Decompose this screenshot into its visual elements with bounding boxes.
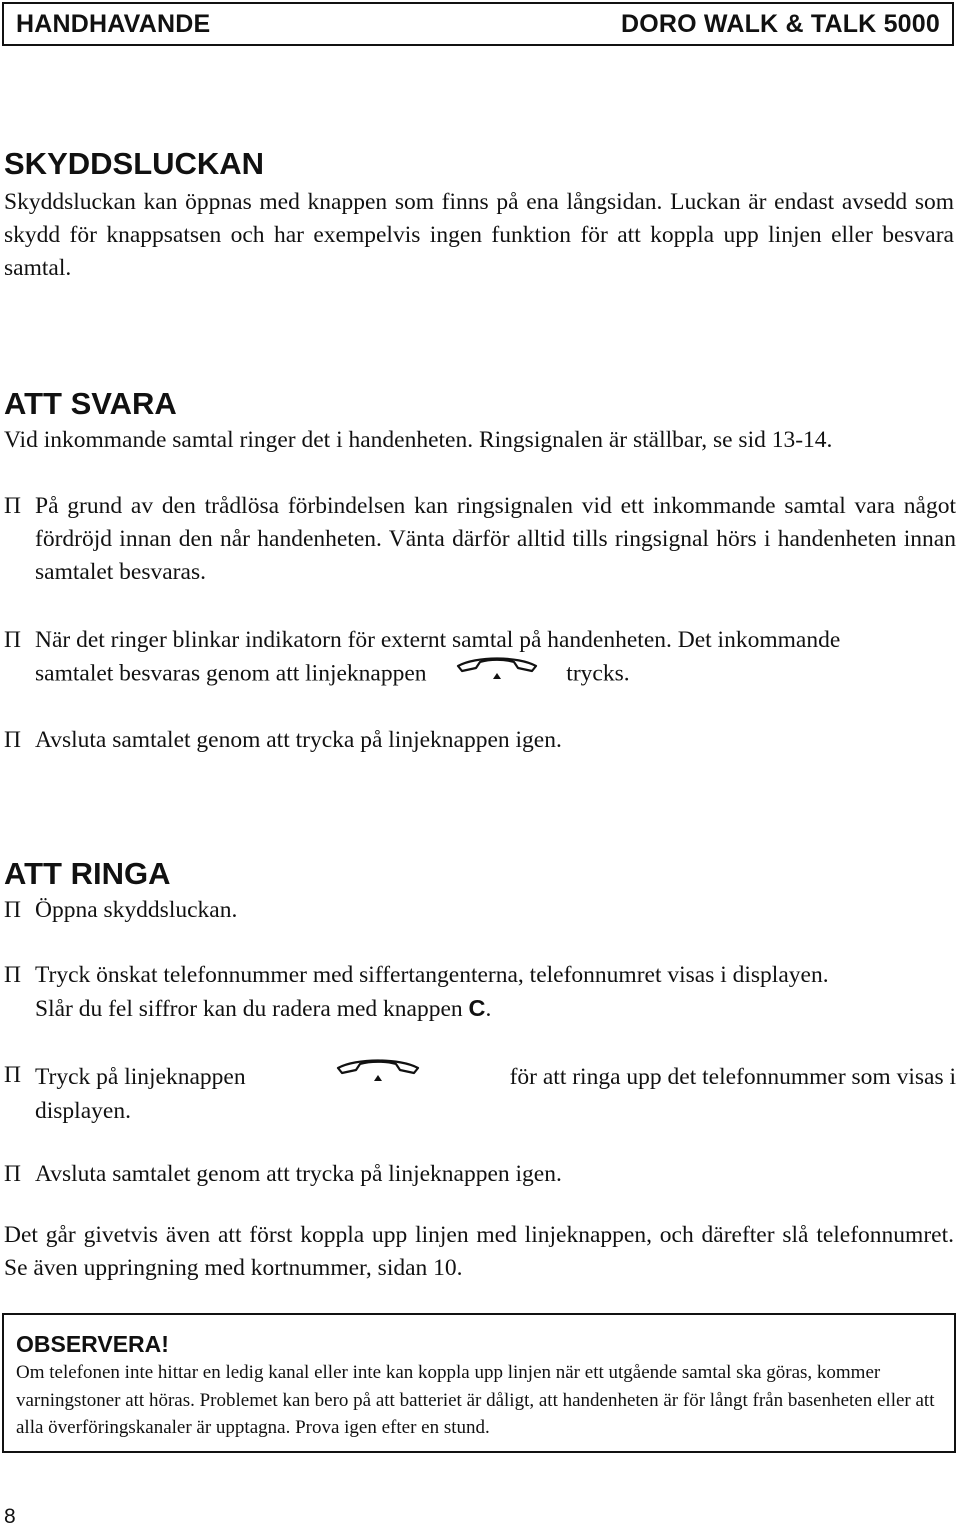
header-section-title: HANDHAVANDE (16, 9, 211, 38)
bullet-mark: Π (4, 1161, 21, 1187)
heading-att-ringa: ATT RINGA (4, 856, 171, 891)
att-ringa-bullet-2 (4, 959, 956, 1026)
bullet-text-line2a: samtalet besvaras genom att linjeknappen (35, 660, 427, 687)
bullet-text-part2: för att ringa upp det telefonnummer som visas i (509, 1063, 956, 1090)
key-c-label: C (468, 995, 486, 1021)
bullet-text: Avsluta samtalet genom att trycka på linjeknappen igen. (35, 727, 562, 753)
att-ringa-bullet-3 (4, 1059, 956, 1128)
bullet-mark: Π (4, 962, 21, 988)
att-svara-bullet-3 (4, 724, 956, 757)
phone-handset-icon (336, 1059, 420, 1095)
att-svara-bullet-1 (4, 490, 956, 589)
heading-skyddsluckan: SKYDDSLUCKAN (4, 146, 265, 181)
bullet-mark: Π (4, 627, 21, 653)
note-box (2, 1313, 956, 1453)
skyddsluckan-text: Skyddsluckan kan öppnas med knappen som finns på ena långsidan. Luckan är endast avsedd som skydd för knappsatsen och har exempelvis ingen funktion för att koppla upp linjen eller besvara samtal. (4, 189, 954, 281)
bullet-text: På grund av den trådlösa förbindelsen kan ringsignalen vid ett inkommande samtal vara något fördröjd innan den når handenheten. Vänta därför alltid tills ringsignal hörs i handenheten innan samtalet besvaras. (35, 493, 956, 585)
note-title: OBSERVERA! (16, 1331, 169, 1357)
note-text: Om telefonen inte hittar en ledig kanal eller inte kan koppla upp linjen när ett utgående samtal ska göras, kommer varningstoner att höras. Problemet kan bero på att batteriet är dåligt, att handenheten är för långt från basenheten eller att alla överföringskanaler är upptagna. Prova igen efter en stund. (16, 1362, 935, 1438)
bullet-mark: Π (4, 897, 21, 923)
page-header (2, 2, 954, 46)
bullet-text-line1: När det ringer blinkar indikatorn för externt samtal på handenheten. Det inkommande (35, 627, 841, 653)
bullet-text-line2b: trycks. (566, 660, 630, 687)
heading-att-svara: ATT SVARA (4, 386, 177, 421)
header-product-name: DORO WALK & TALK 5000 (620, 9, 940, 38)
page-number: 8 (4, 1505, 16, 1528)
bullet-text-line1: Tryck önskat telefonnummer med siffertangenterna, telefonnumret visas i displayen. (35, 962, 829, 988)
bullet-text: Öppna skyddsluckan. (35, 897, 238, 923)
bullet-mark: Π (4, 1062, 21, 1088)
att-ringa-outro: Det går givetvis även att först koppla upp linjen med linjeknappen, och därefter slå telefonnumret. Se även uppringning med kortnummer, sidan 10. (4, 1222, 954, 1281)
bullet-text-part3: displayen. (35, 1098, 131, 1124)
bullet-mark: Π (4, 727, 21, 753)
bullet-text-line2a: Slår du fel siffror kan du radera med knappen (35, 996, 469, 1022)
att-ringa-bullet-1 (4, 894, 956, 927)
bullet-text: Avsluta samtalet genom att trycka på linjeknappen igen. (35, 1161, 562, 1187)
att-ringa-bullet-4 (4, 1158, 956, 1191)
phone-handset-icon (456, 657, 538, 693)
att-svara-bullet-2 (4, 624, 956, 693)
bullet-text-line2b: . (485, 996, 492, 1022)
att-svara-intro: Vid inkommande samtal ringer det i handenheten. Ringsignalen är ställbar, se sid 13-14. (4, 427, 833, 453)
bullet-mark: Π (4, 493, 21, 519)
bullet-text-part1: Tryck på linjeknappen (35, 1063, 246, 1090)
